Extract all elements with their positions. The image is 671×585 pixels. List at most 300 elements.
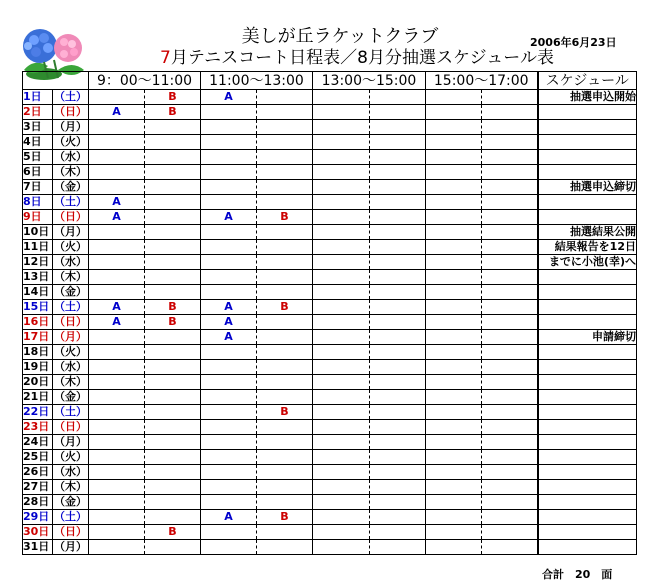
table-row [23, 255, 637, 270]
court-cell [426, 510, 482, 525]
day-cell: 10日 [23, 225, 53, 240]
weekday-cell: （金） [54, 285, 87, 298]
court-cell [482, 360, 538, 375]
day-cell: 20日 [23, 375, 53, 390]
court-cell [426, 345, 482, 360]
club-title: 美しが丘ラケットクラブ [241, 26, 439, 47]
court-cell [145, 495, 201, 510]
court-cell [89, 450, 145, 465]
court-cell [370, 330, 426, 345]
court-cell [313, 375, 370, 390]
court-cell [201, 390, 257, 405]
court-cell [313, 225, 370, 240]
table-row [23, 375, 637, 390]
court-cell [370, 90, 426, 105]
court-cell: A [89, 315, 145, 330]
court-cell [426, 240, 482, 255]
court-cell [370, 480, 426, 495]
schedule-note: 抽選結果公開 [538, 225, 637, 240]
court-cell [370, 345, 426, 360]
court-cell [201, 345, 257, 360]
table-row [23, 240, 637, 255]
court-cell [482, 225, 538, 240]
court-cell [313, 120, 370, 135]
court-cell [313, 315, 370, 330]
court-cell [89, 150, 145, 165]
court-cell [89, 495, 145, 510]
court-cell: A [201, 510, 257, 525]
court-cell: B [257, 510, 313, 525]
table-row [23, 390, 637, 405]
court-cell [426, 165, 482, 180]
court-cell [201, 360, 257, 375]
court-cell [426, 135, 482, 150]
court-cell [257, 255, 313, 270]
day-cell: 1日 [23, 90, 53, 105]
weekday-cell: （月） [54, 330, 87, 343]
court-cell [257, 345, 313, 360]
court-cell [89, 465, 145, 480]
day-cell: 31日 [23, 540, 53, 555]
court-cell [313, 150, 370, 165]
day-cell: 25日 [23, 450, 53, 465]
schedule-subtitle [160, 47, 554, 69]
court-cell [482, 540, 538, 555]
weekday-cell: （木） [54, 270, 87, 283]
court-cell [201, 165, 257, 180]
weekday-cell: （金） [54, 390, 87, 403]
court-cell: A [89, 195, 145, 210]
court-cell [482, 300, 538, 315]
schedule-note [538, 210, 637, 225]
court-cell [313, 180, 370, 195]
court-cell [313, 345, 370, 360]
court-cell: B [145, 300, 201, 315]
court-cell: B [145, 525, 201, 540]
table-row [23, 270, 637, 285]
table-row [23, 225, 637, 240]
court-cell [482, 525, 538, 540]
court-cell [482, 165, 538, 180]
court-cell [313, 450, 370, 465]
court-cell [370, 150, 426, 165]
court-cell [313, 195, 370, 210]
subtitle-month: 7 [160, 48, 171, 68]
table-row [23, 300, 637, 315]
schedule-note [538, 270, 637, 285]
court-cell [370, 465, 426, 480]
court-cell [313, 360, 370, 375]
court-cell [145, 195, 201, 210]
court-cell [426, 540, 482, 555]
weekday-cell: （水） [54, 465, 87, 478]
court-cell [89, 255, 145, 270]
day-cell: 7日 [23, 180, 53, 195]
court-cell [257, 165, 313, 180]
court-cell [145, 465, 201, 480]
day-cell: 28日 [23, 495, 53, 510]
day-cell: 15日 [23, 300, 53, 315]
court-cell [313, 420, 370, 435]
court-cell [145, 285, 201, 300]
day-cell: 18日 [23, 345, 53, 360]
weekday-cell: （土） [54, 90, 87, 103]
table-row [23, 465, 637, 480]
court-cell: B [257, 210, 313, 225]
court-cell [89, 270, 145, 285]
court-cell [89, 345, 145, 360]
court-cell [370, 210, 426, 225]
weekday-cell: （水） [54, 150, 87, 163]
day-cell: 11日 [23, 240, 53, 255]
table-row [23, 540, 637, 555]
court-cell [426, 210, 482, 225]
court-cell [201, 255, 257, 270]
court-cell [370, 165, 426, 180]
day-cell: 22日 [23, 405, 53, 420]
schedule-note [538, 510, 637, 525]
schedule-note [538, 105, 637, 120]
court-cell [145, 255, 201, 270]
weekday-cell: （火） [54, 135, 87, 148]
court-cell [482, 90, 538, 105]
court-cell [482, 240, 538, 255]
court-cell [145, 510, 201, 525]
day-cell: 23日 [23, 420, 53, 435]
court-cell [426, 450, 482, 465]
court-cell [313, 510, 370, 525]
court-cell [313, 90, 370, 105]
court-cell [426, 390, 482, 405]
court-cell [426, 525, 482, 540]
schedule-note [538, 405, 637, 420]
schedule-note [538, 480, 637, 495]
table-row [23, 450, 637, 465]
court-cell [257, 315, 313, 330]
court-cell [257, 225, 313, 240]
court-cell [370, 525, 426, 540]
court-cell [257, 435, 313, 450]
court-cell [257, 105, 313, 120]
table-row [23, 435, 637, 450]
weekday-cell: （日） [54, 105, 87, 118]
court-cell [482, 195, 538, 210]
court-cell [201, 480, 257, 495]
schedule-note [538, 375, 637, 390]
court-cell [201, 435, 257, 450]
court-cell [201, 405, 257, 420]
schedule-note [538, 390, 637, 405]
weekday-cell: （土） [54, 405, 87, 418]
court-cell [145, 165, 201, 180]
table-row [23, 525, 637, 540]
court-cell [145, 405, 201, 420]
court-cell [201, 120, 257, 135]
court-cell [145, 420, 201, 435]
weekday-cell: （土） [54, 195, 87, 208]
schedule-note [538, 150, 637, 165]
court-cell: A [201, 300, 257, 315]
weekday-cell: （火） [54, 450, 87, 463]
court-cell [201, 285, 257, 300]
table-row [23, 495, 637, 510]
day-cell: 8日 [23, 195, 53, 210]
court-cell [482, 150, 538, 165]
day-cell: 30日 [23, 525, 53, 540]
court-cell [145, 345, 201, 360]
court-cell [201, 495, 257, 510]
court-cell [257, 195, 313, 210]
court-cell [201, 375, 257, 390]
weekday-cell: （木） [54, 480, 87, 493]
court-cell [482, 255, 538, 270]
schedule-note [538, 315, 637, 330]
court-cell [313, 525, 370, 540]
court-cell [370, 450, 426, 465]
day-cell: 12日 [23, 255, 53, 270]
total-courts: 合計 20 面 [542, 568, 613, 581]
day-cell: 17日 [23, 330, 53, 345]
court-cell [89, 90, 145, 105]
table-row [23, 150, 637, 165]
schedule-note [538, 165, 637, 180]
court-cell [257, 135, 313, 150]
table-row [23, 210, 637, 225]
day-cell: 16日 [23, 315, 53, 330]
header-slot-1: 9：00～11:00 [89, 72, 201, 90]
court-cell [482, 480, 538, 495]
court-cell [201, 135, 257, 150]
table-row [23, 135, 637, 150]
court-cell: A [89, 105, 145, 120]
court-cell [145, 480, 201, 495]
table-row [23, 420, 637, 435]
court-cell [482, 375, 538, 390]
table-row [23, 285, 637, 300]
court-cell [313, 105, 370, 120]
table-header-row [23, 72, 637, 90]
court-cell [257, 390, 313, 405]
court-cell [257, 120, 313, 135]
schedule-note: 抽選申込開始 [538, 90, 637, 105]
weekday-cell: （月） [54, 225, 87, 238]
weekday-cell: （金） [54, 495, 87, 508]
court-cell [426, 255, 482, 270]
court-cell [201, 240, 257, 255]
court-cell [426, 120, 482, 135]
court-cell [426, 195, 482, 210]
court-cell [257, 285, 313, 300]
court-cell [201, 225, 257, 240]
document-date: 2006年6月23日 [530, 36, 617, 49]
court-cell [482, 120, 538, 135]
court-cell [482, 270, 538, 285]
schedule-note: 抽選申込締切 [538, 180, 637, 195]
schedule-note [538, 135, 637, 150]
court-cell [426, 300, 482, 315]
header-slot-2: 11:00～13:00 [201, 72, 313, 90]
court-cell [145, 225, 201, 240]
court-cell [145, 450, 201, 465]
court-cell [426, 180, 482, 195]
court-cell [257, 375, 313, 390]
table-row [23, 345, 637, 360]
court-cell [89, 540, 145, 555]
court-cell [201, 270, 257, 285]
court-cell: B [257, 405, 313, 420]
court-cell: A [89, 210, 145, 225]
court-cell [89, 165, 145, 180]
court-cell [426, 105, 482, 120]
schedule-note [538, 285, 637, 300]
table-row [23, 165, 637, 180]
table-row [23, 180, 637, 195]
court-cell [482, 390, 538, 405]
weekday-cell: （木） [54, 375, 87, 388]
day-cell: 27日 [23, 480, 53, 495]
court-cell [89, 525, 145, 540]
weekday-cell: （火） [54, 240, 87, 253]
court-cell [313, 390, 370, 405]
header-date-cell [23, 72, 89, 90]
table-row [23, 105, 637, 120]
court-cell [370, 180, 426, 195]
court-cell [257, 330, 313, 345]
court-cell [313, 495, 370, 510]
court-cell [370, 300, 426, 315]
court-cell [370, 375, 426, 390]
court-cell [257, 480, 313, 495]
court-cell [370, 105, 426, 120]
schedule-note [538, 345, 637, 360]
schedule-note [538, 420, 637, 435]
court-cell [482, 315, 538, 330]
court-cell [257, 360, 313, 375]
weekday-cell: （日） [54, 315, 87, 328]
court-cell [370, 270, 426, 285]
court-cell [89, 285, 145, 300]
court-cell [370, 315, 426, 330]
court-cell [145, 210, 201, 225]
court-cell [313, 240, 370, 255]
court-cell: A [201, 210, 257, 225]
table-row [23, 405, 637, 420]
court-cell [370, 135, 426, 150]
court-cell [145, 390, 201, 405]
weekday-cell: （水） [54, 360, 87, 373]
court-cell [370, 195, 426, 210]
day-cell: 14日 [23, 285, 53, 300]
weekday-cell: （水） [54, 255, 87, 268]
court-cell [89, 375, 145, 390]
day-cell: 26日 [23, 465, 53, 480]
court-cell [145, 240, 201, 255]
table-row [23, 360, 637, 375]
court-cell [201, 105, 257, 120]
day-cell: 29日 [23, 510, 53, 525]
schedule-note [538, 435, 637, 450]
subtitle-text: 月テニスコート日程表／8月分抽選スケジュール表 [170, 48, 554, 68]
court-cell [370, 240, 426, 255]
court-cell [482, 135, 538, 150]
court-cell [313, 480, 370, 495]
court-cell [370, 510, 426, 525]
court-cell [257, 540, 313, 555]
weekday-cell: （日） [54, 420, 87, 433]
court-cell [313, 435, 370, 450]
schedule-note [538, 495, 637, 510]
weekday-cell: （月） [54, 435, 87, 448]
court-cell: B [257, 300, 313, 315]
court-cell [145, 150, 201, 165]
court-cell [89, 180, 145, 195]
weekday-cell: （月） [54, 540, 87, 553]
court-cell [482, 465, 538, 480]
court-cell [370, 435, 426, 450]
court-cell [201, 420, 257, 435]
day-cell: 13日 [23, 270, 53, 285]
day-cell: 9日 [23, 210, 53, 225]
header-schedule: スケジュール [538, 72, 637, 90]
court-cell [426, 315, 482, 330]
day-cell: 5日 [23, 150, 53, 165]
court-cell [313, 330, 370, 345]
court-cell [145, 180, 201, 195]
day-cell: 2日 [23, 105, 53, 120]
schedule-note [538, 525, 637, 540]
court-cell [426, 285, 482, 300]
court-cell [89, 390, 145, 405]
court-cell [482, 345, 538, 360]
court-cell [257, 90, 313, 105]
court-cell [201, 525, 257, 540]
table-row [23, 510, 637, 525]
court-cell [482, 510, 538, 525]
court-cell [313, 540, 370, 555]
court-cell [482, 330, 538, 345]
weekday-cell: （金） [54, 180, 87, 193]
court-cell: A [201, 90, 257, 105]
court-cell [370, 405, 426, 420]
table-row [23, 480, 637, 495]
court-cell [370, 420, 426, 435]
court-cell [257, 450, 313, 465]
court-cell [370, 120, 426, 135]
court-cell [145, 270, 201, 285]
court-cell [201, 465, 257, 480]
court-cell [257, 495, 313, 510]
court-cell [426, 270, 482, 285]
court-cell [201, 450, 257, 465]
court-schedule-table [22, 71, 637, 555]
court-cell [482, 285, 538, 300]
court-cell [201, 540, 257, 555]
court-cell [426, 480, 482, 495]
header-slot-3: 13:00～15:00 [313, 72, 426, 90]
court-cell [257, 525, 313, 540]
court-cell [313, 300, 370, 315]
court-cell [313, 285, 370, 300]
court-cell [482, 180, 538, 195]
court-cell: B [145, 105, 201, 120]
schedule-note: までに小池(幸)へ [538, 255, 637, 270]
schedule-note [538, 195, 637, 210]
court-cell [426, 405, 482, 420]
court-cell [482, 495, 538, 510]
schedule-note [538, 450, 637, 465]
court-cell [313, 165, 370, 180]
court-cell [89, 135, 145, 150]
